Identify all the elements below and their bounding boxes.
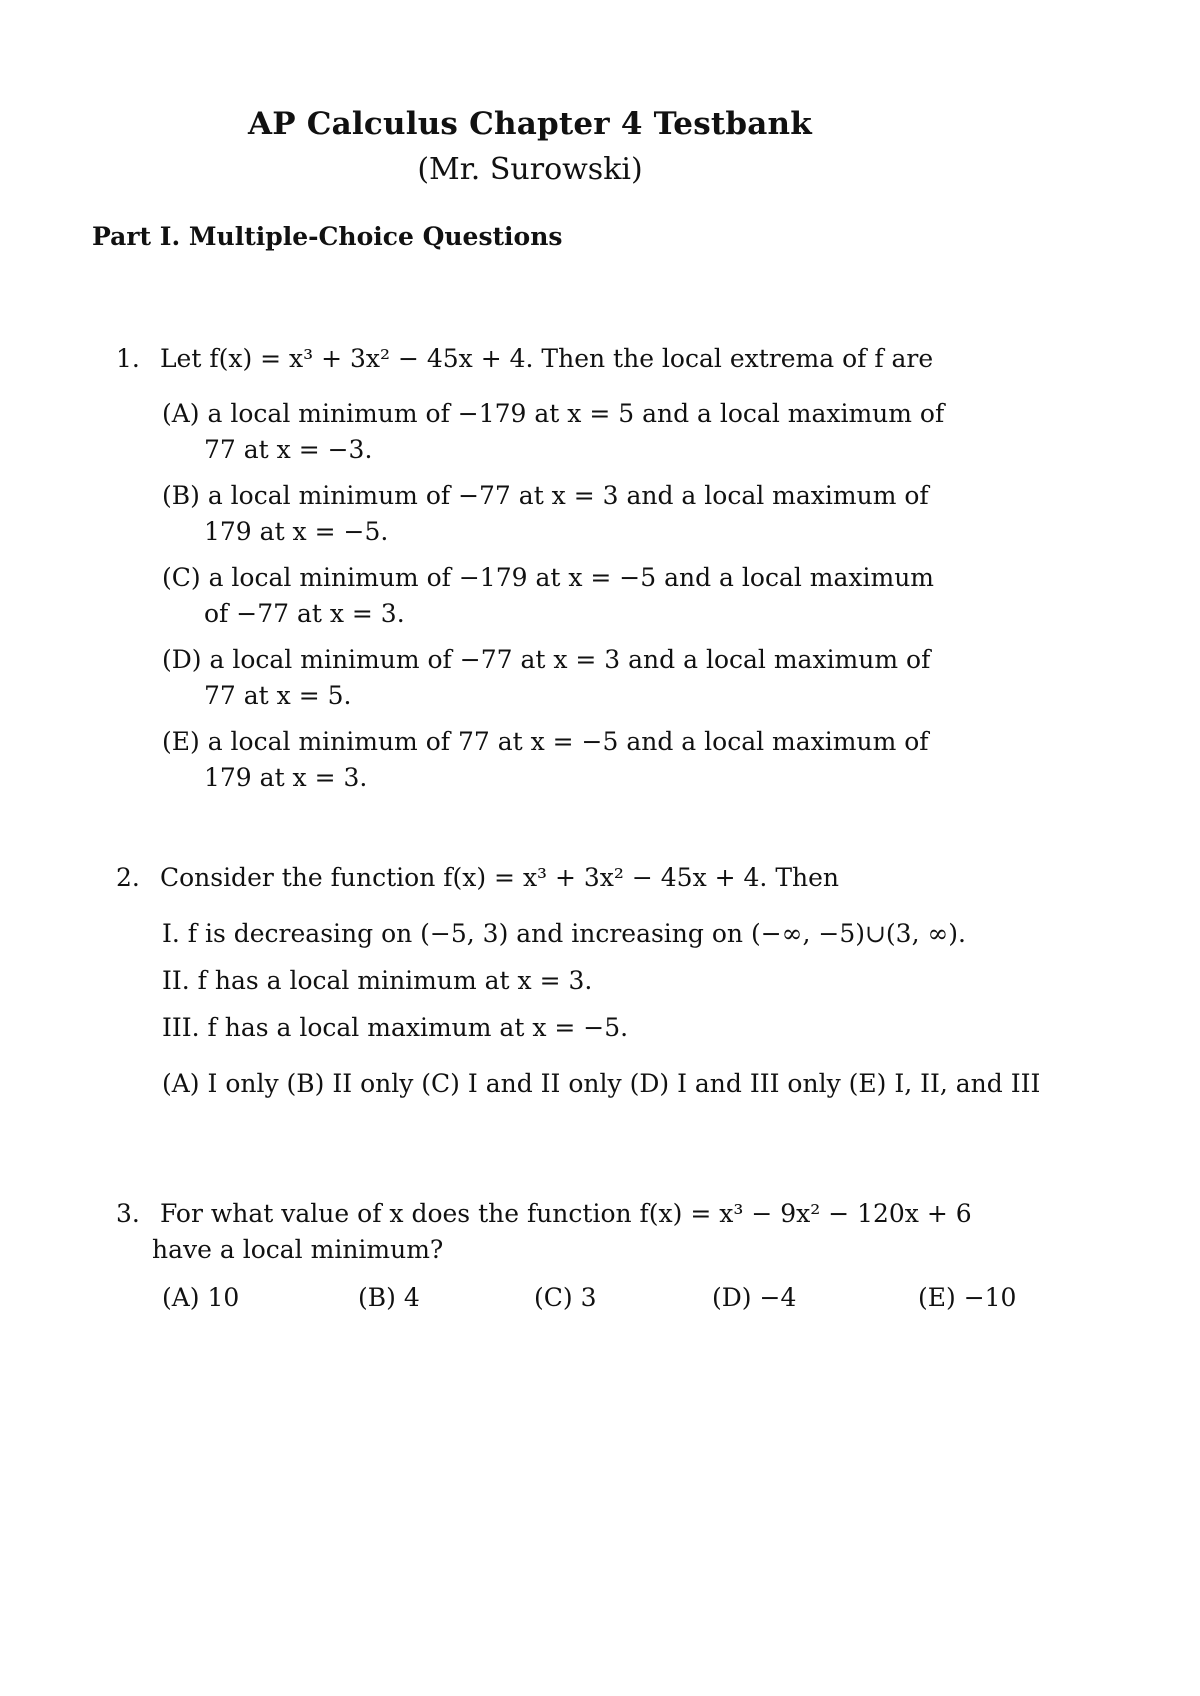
question-1-choice-c-line-1: (C) a local minimum of −179 at x = −5 and a local maximum xyxy=(162,563,935,592)
question-3 xyxy=(116,1199,972,1229)
question-2-number: 2. xyxy=(116,863,140,892)
question-3-stem-line-1: For what value of x does the function f(x) = x³ − 9x² − 120x + 6 xyxy=(159,1199,972,1228)
question-2-statement-2: II. f has a local minimum at x = 3. xyxy=(162,966,593,995)
question-3-number: 3. xyxy=(116,1199,140,1228)
question-2-stem: Consider the function f(x) = x³ + 3x² − 45x + 4. Then xyxy=(159,863,839,892)
question-2-answer-options: (A) I only (B) II only (C) I and II only (D) I and III only (E) I, II, and III xyxy=(162,1069,1041,1098)
document-title: AP Calculus Chapter 4 Testbank xyxy=(248,106,812,142)
question-2 xyxy=(116,863,839,893)
part-heading: Part I. Multiple-Choice Questions xyxy=(92,222,563,251)
document-subtitle: (Mr. Surowski) xyxy=(417,152,643,187)
question-3-option-d: (D) −4 xyxy=(712,1283,797,1312)
question-1-choice-a-line-2: 77 at x = −3. xyxy=(204,435,373,464)
question-2-statement-3: III. f has a local maximum at x = −5. xyxy=(162,1013,629,1042)
question-2-statement-1: I. f is decreasing on (−5, 3) and increasing on (−∞, −5)∪(3, ∞). xyxy=(162,919,967,948)
question-1-choice-d-line-1: (D) a local minimum of −77 at x = 3 and a local maximum of xyxy=(162,645,931,674)
question-1-choice-b-line-2: 179 at x = −5. xyxy=(204,517,389,546)
question-3-option-b: (B) 4 xyxy=(358,1283,420,1312)
question-1-choice-c-line-2: of −77 at x = 3. xyxy=(204,599,405,628)
question-1-stem: Let f(x) = x³ + 3x² − 45x + 4. Then the local extrema of f are xyxy=(159,344,934,373)
question-1-number: 1. xyxy=(116,344,140,373)
question-3-option-c: (C) 3 xyxy=(534,1283,597,1312)
question-3-option-e: (E) −10 xyxy=(918,1283,1017,1312)
question-1-choice-b-line-1: (B) a local minimum of −77 at x = 3 and a local maximum of xyxy=(162,481,929,510)
question-1-choice-a-line-1: (A) a local minimum of −179 at x = 5 and a local maximum of xyxy=(162,399,945,428)
question-3-stem-line-2: have a local minimum? xyxy=(152,1235,444,1264)
question-1 xyxy=(116,344,933,374)
question-1-choice-d-line-2: 77 at x = 5. xyxy=(204,681,352,710)
question-1-choice-e-line-1: (E) a local minimum of 77 at x = −5 and a local maximum of xyxy=(162,727,929,756)
question-3-option-a: (A) 10 xyxy=(162,1283,240,1312)
question-1-choice-e-line-2: 179 at x = 3. xyxy=(204,763,368,792)
